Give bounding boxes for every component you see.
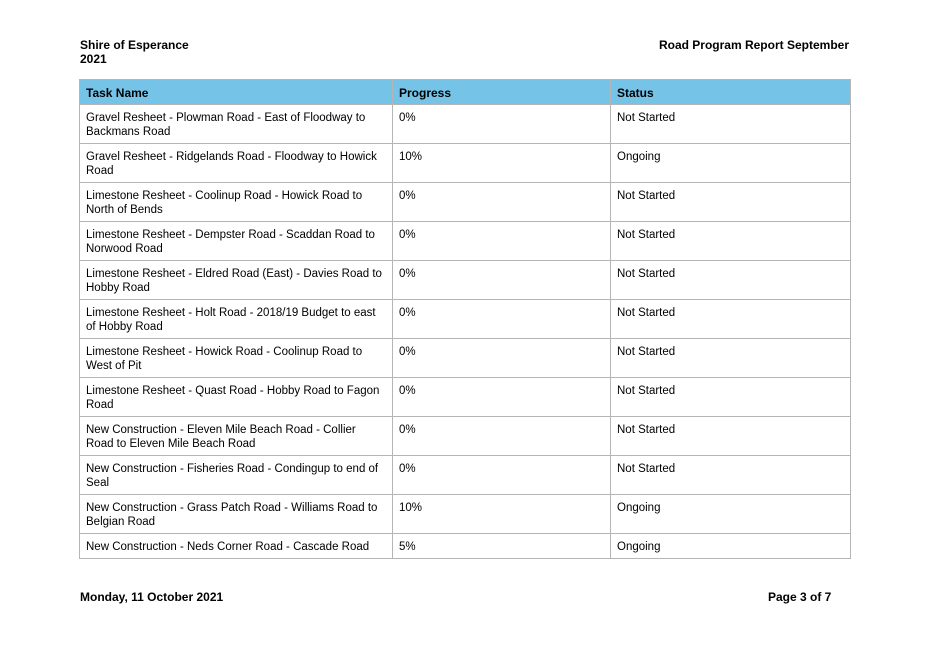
progress-cell: 5% [393,534,611,559]
task-name-cell: Gravel Resheet - Plowman Road - East of Floodway to Backmans Road [80,105,393,144]
organization-year: 2021 [80,52,107,66]
status-cell: Not Started [611,183,851,222]
table-header-row [80,80,851,105]
organization-header [80,38,240,66]
report-title: Road Program Report September [658,38,849,52]
progress-cell: 0% [393,105,611,144]
status-cell: Ongoing [611,495,851,534]
table-body [80,105,851,559]
table-row [80,222,851,261]
task-name-cell: Limestone Resheet - Eldred Road (East) - Davies Road to Hobby Road [80,261,393,300]
table-row [80,339,851,378]
status-cell: Not Started [611,261,851,300]
progress-cell: 0% [393,183,611,222]
status-cell: Not Started [611,456,851,495]
progress-cell: 0% [393,222,611,261]
status-cell: Not Started [611,339,851,378]
status-cell: Not Started [611,417,851,456]
progress-cell: 0% [393,456,611,495]
footer-page-number: Page 3 of 7 [768,590,832,604]
table-row [80,261,851,300]
column-header-progress: Progress [393,80,611,105]
organization-name: Shire of Esperance [80,38,189,52]
table-row [80,300,851,339]
table-row [80,534,851,559]
status-cell: Ongoing [611,144,851,183]
table-row [80,183,851,222]
road-program-table [79,79,851,559]
task-name-cell: Limestone Resheet - Holt Road - 2018/19 Budget to east of Hobby Road [80,300,393,339]
status-cell: Not Started [611,222,851,261]
table-row [80,456,851,495]
table-row [80,144,851,183]
progress-cell: 0% [393,261,611,300]
progress-cell: 10% [393,495,611,534]
task-name-cell: Limestone Resheet - Howick Road - Coolinup Road to West of Pit [80,339,393,378]
status-cell: Not Started [611,300,851,339]
column-header-task-name: Task Name [80,80,393,105]
task-name-cell: New Construction - Eleven Mile Beach Road - Collier Road to Eleven Mile Beach Road [80,417,393,456]
task-name-cell: Limestone Resheet - Coolinup Road - Howick Road to North of Bends [80,183,393,222]
task-name-cell: New Construction - Neds Corner Road - Cascade Road [80,534,393,559]
footer-date: Monday, 11 October 2021 [80,590,224,604]
table-row [80,495,851,534]
table-row [80,378,851,417]
progress-cell: 10% [393,144,611,183]
table-row [80,417,851,456]
progress-cell: 0% [393,378,611,417]
progress-cell: 0% [393,300,611,339]
table-row [80,105,851,144]
table-header [80,80,851,105]
task-name-cell: New Construction - Fisheries Road - Condingup to end of Seal [80,456,393,495]
progress-cell: 0% [393,339,611,378]
task-name-cell: Gravel Resheet - Ridgelands Road - Floodway to Howick Road [80,144,393,183]
task-name-cell: Limestone Resheet - Quast Road - Hobby Road to Fagon Road [80,378,393,417]
progress-cell: 0% [393,417,611,456]
task-name-cell: Limestone Resheet - Dempster Road - Scaddan Road to Norwood Road [80,222,393,261]
task-name-cell: New Construction - Grass Patch Road - Williams Road to Belgian Road [80,495,393,534]
status-cell: Ongoing [611,534,851,559]
status-cell: Not Started [611,378,851,417]
column-header-status: Status [611,80,851,105]
status-cell: Not Started [611,105,851,144]
